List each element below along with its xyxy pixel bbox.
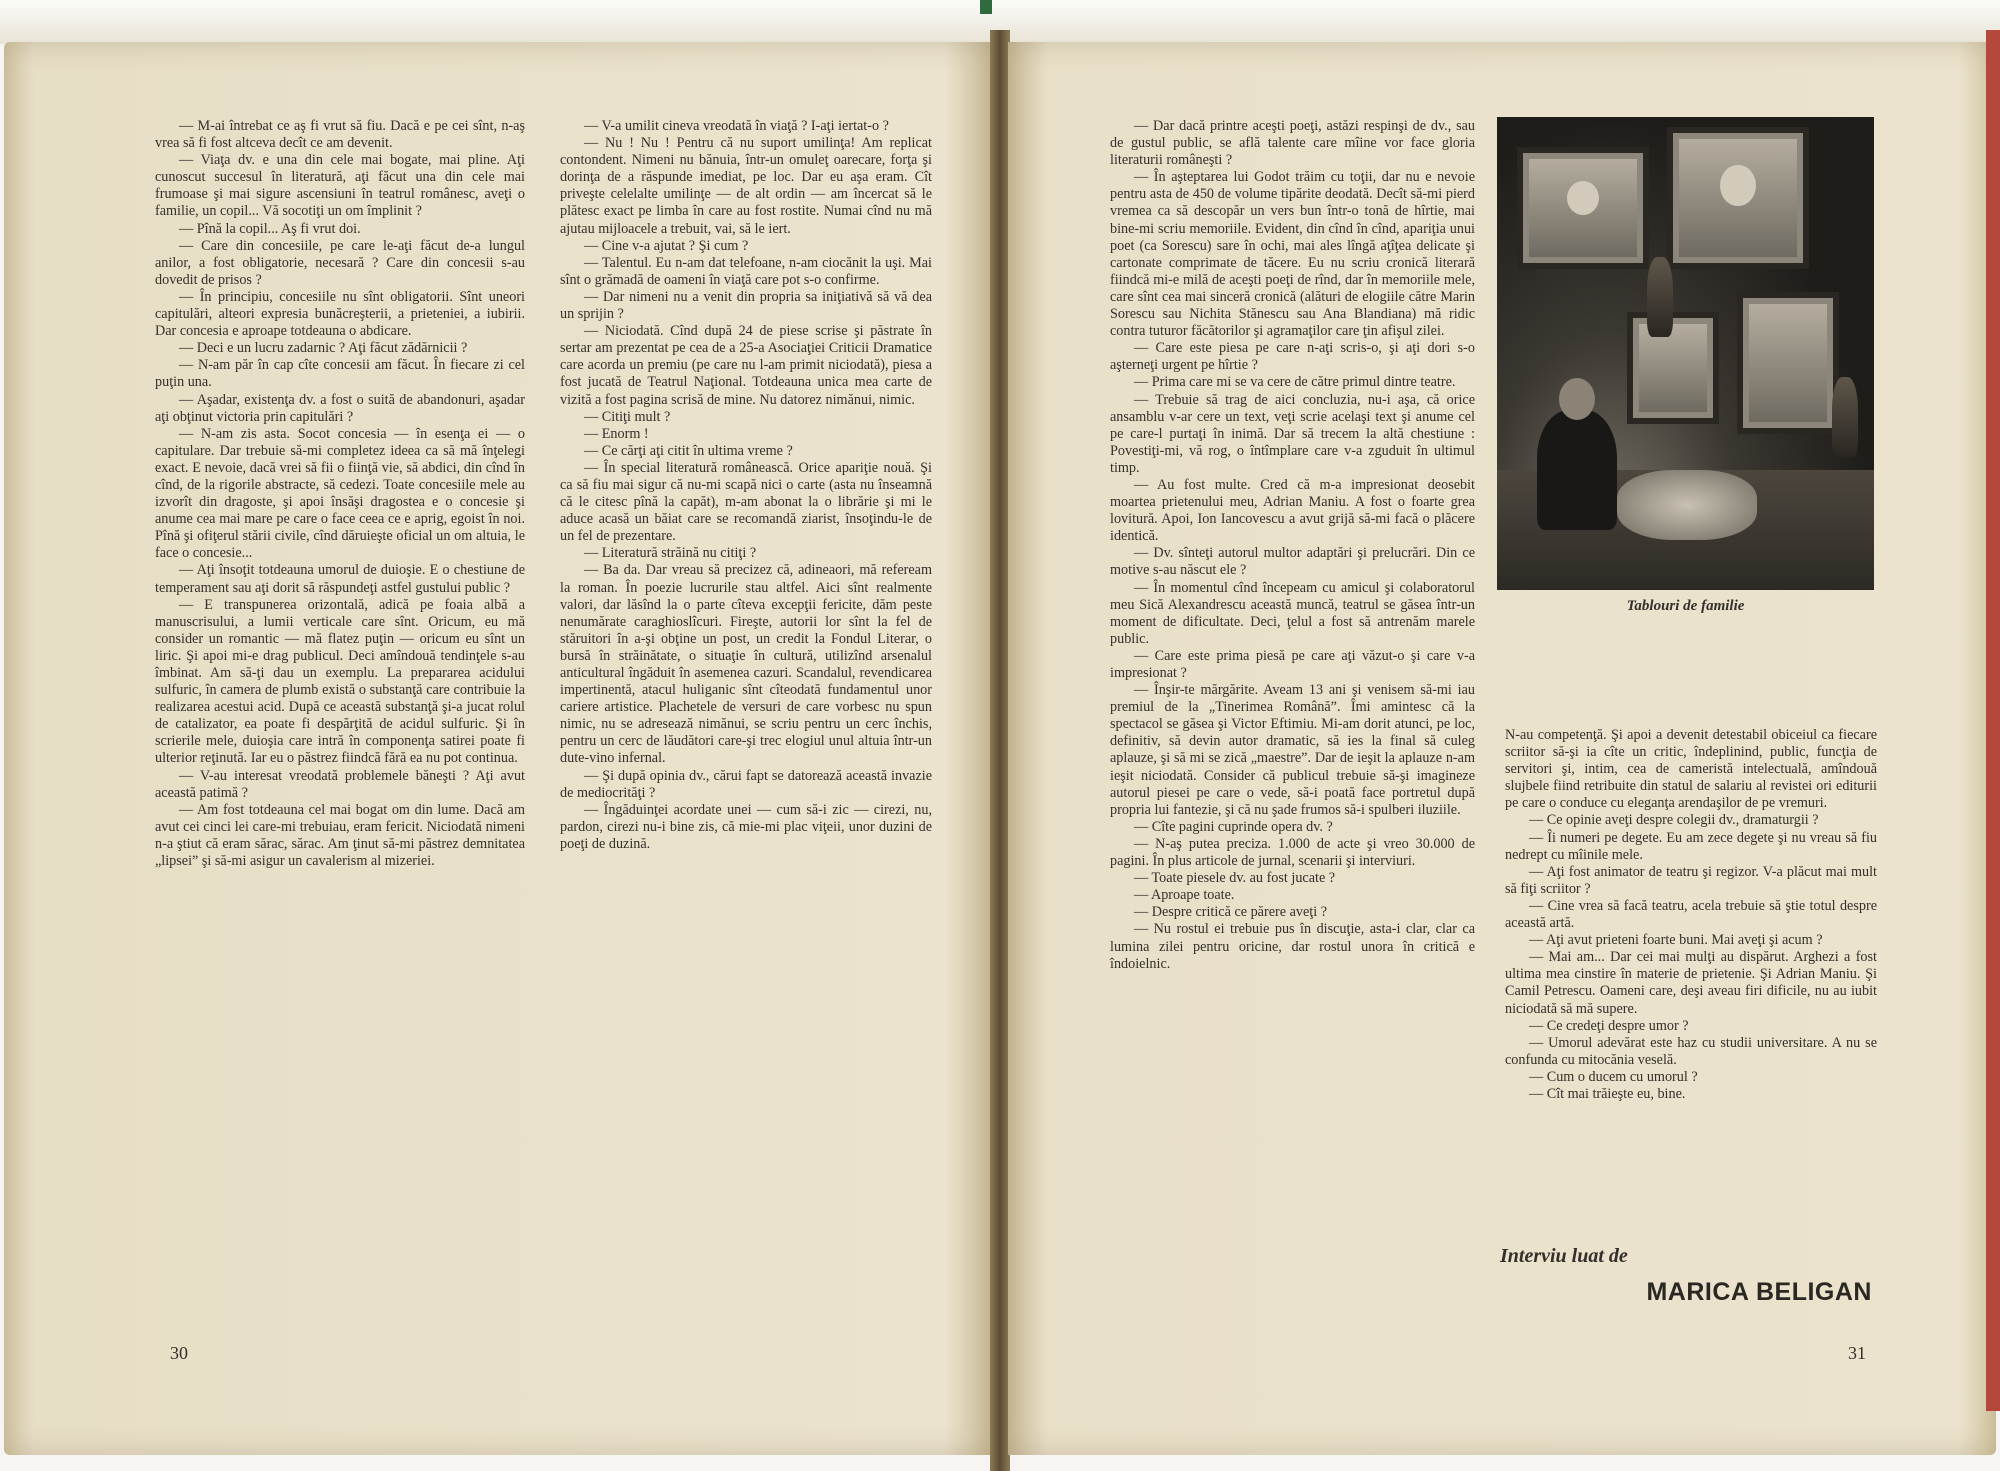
picture-frame: [1737, 292, 1839, 434]
paragraph: — Ce opinie aveţi despre colegii dv., dramaturgii ?: [1529, 812, 1819, 829]
paragraph: — Citiţi mult ?: [584, 408, 671, 425]
paragraph: N-au competenţă. Şi apoi a devenit detestabil obiceiul ca fiecare scriitor să-şi ia cîte un critic, îndeplinind, public, funcţia de servitori şi, intim, cea de cameristă intelectuală, amîndouă slujbele fiind retribuite din statul de salariu al revistei ori editurii pe care o conduce cu eleganţa arendaşilor de pe vremuri.: [1505, 727, 1877, 812]
paragraph: — Şi după opinia dv., cărui fapt se datorează această invazie de mediocrităţi ?: [560, 767, 932, 801]
interview-credit-label: Interviu luat de: [1500, 1245, 1628, 1267]
paragraph: — Trebuie să trag de aici concluzia, nu-i aşa, că orice ansamblu v-ar cere un text, veţi scrie acelaşi text şi anume cel pe care-l purtaţi în inimă. Dar să trecem la altă chestiune : Povestiţi-mi, vă rog, o întîmplare care v-a zguduit în ultimul timp.: [1110, 391, 1475, 476]
paragraph: — Am fost totdeauna cel mai bogat om din lume. Dacă am avut cei cinci lei care-mi trebuiau, eram fericit. Niciodată nimeni n-a ştiut că eram sărac, sărac. Am ţinut să-mi păstrez demnitatea „lipsei” şi să-mi asigur un cavalerism al mizeriei.: [155, 801, 525, 870]
wall-lamp: [1832, 377, 1858, 457]
paragraph: — Enorm !: [584, 425, 649, 442]
paragraph: — Dv. sînteţi autorul multor adaptări şi prelucrări. Din ce motive s-au născut ele ?: [1110, 545, 1475, 579]
paragraph: — Nu rostul ei trebuie pus în discuţie, asta-i clar, clar ca lumina zilei pentru oricine, dar rostul unora în critică e îndoielnic.: [1110, 921, 1475, 972]
paragraph: — În aşteptarea lui Godot trăim cu toţii, dar nu e nevoie pentru asta de 450 de volume tipărite deodată. Decît să-mi pierd vremea ca să descopăr un vers bun într-o tonă de hîrtie, mai bine-mi scriu memoriile. Evident, din cînd în cînd, apariţia unui poet (ca Sorescu) sare în ochi, mai ales lîngă aţîţea delicate şi cartonate comprimate de tăcere. Eu nu scriu cronică literară fiindcă mi-e milă de aceşti poeţi de rînd, dar în memoriile mele, care sînt cea mai sinceră cronică (alături de elogiile către Marin Sorescu sau Nichita Stănescu sau Ana Blandiana) mă ridic contra tuturor făcătorilor şi agramaţilor care ţin afişul zilei.: [1110, 169, 1475, 340]
paragraph: — E transpunerea orizontală, adică pe foaia albă a manuscrisului, a lumii verticale care sînt. Oricum, eu mă consider un romantic — mă flatez puţin — oricum eu sînt un liric. Şi apoi mi-e drag publicul. Deci amîndouă tendinţele s-au îmbinat. Am să-ţi dau un exemplu. La prepararea acidului sulfuric, în camera de plumb există o substanţă care contribuie la realizarea acestui acid. După ce această substanţă şi-a jucat rolul de catalizator, ea poate fi despărţită de acidul sulfuric. Şi în scrierile mele, duioşia care intră în componenţa satirei poate fi ulterior reţinută. Iar eu o păstrez fiindcă fără ea nu pot continua.: [155, 596, 525, 767]
paragraph: — Dar dacă printre aceşti poeţi, astăzi respinşi de dv., sau de gustul public, se află talente care mîine vor face gloria literaturii româneşti ?: [1110, 118, 1475, 169]
picture-frame: [1517, 147, 1649, 269]
paragraph: — Care este piesa pe care n-aţi scris-o, şi aţi dori s-o aşterneţi urgent pe hîrtie ?: [1110, 340, 1475, 374]
right-column-1: [1110, 118, 1475, 973]
paragraph: — Niciodată. Cînd după 24 de piese scrise şi păstrate în sertar am prezentat pe cea de a 25-a Asociaţiei Criticii Dramatice care acorda un premiu (pe care nu l-am primit niciodată), piesa a fost jucată de Teatrul Naţional. Totdeauna unica mea carte de vizită a fost pagina scrisă de mine. Nu datorez nimănui, nimic.: [560, 323, 932, 408]
left-column-1: [155, 118, 525, 870]
paragraph: — Înşir-te mărgărite. Aveam 13 ani şi venisem să-mi iau premiul de la „Tinerimea Română”. Îmi amintesc că la spectacol se găsea şi Victor Eftimiu. Mi-am dorit atunci, pe loc, definitiv, să devin autor dramatic, să ies la final să culeg aplauze, şi să mi se zică „maestre”. Dar de ieşit la aplauze n-am ieşit niciodată. Consider că publicul trebuie să-şi imagineze autorul piesei pe care o vede, să-i poată face portretul după propria lui fantezie, şi că nu şade frumos să-i spulberi iluziile.: [1110, 682, 1475, 818]
paragraph: — Pînă la copil... Aş fi vrut doi.: [179, 220, 361, 237]
person-head: [1559, 378, 1595, 420]
paragraph: — Cîte pagini cuprinde opera dv. ?: [1134, 818, 1333, 835]
paragraph: — Cine vrea să facă teatru, acela trebuie să ştie totul despre această artă.: [1505, 897, 1877, 932]
paragraph: — Îi numeri pe degete. Eu am zece degete şi nu vreau să fiu nedrept cu mîinile mele.: [1505, 829, 1877, 863]
left-column-2: [560, 118, 932, 853]
seated-person: [1537, 410, 1617, 530]
paragraph: — Dar nimeni nu a venit din propria sa iniţiativă să vă dea un sprijin ?: [560, 288, 932, 323]
paragraph: — Au fost multe. Cred că m-a impresionat deosebit moartea prietenului meu, Adrian Maniu. A fost o foarte grea lovitură. Apoi, Ion Iancovescu a avut grijă să-mi facă o plăcere identică.: [1110, 476, 1475, 545]
paragraph: — În principiu, concesiile nu sînt obligatorii. Sînt uneori capitulări, alteori expresia bunăcreşterii, a prieteniei, a iubirii. Dar concesia e aproape totdeauna o abdicare.: [155, 288, 525, 340]
photo-caption: Tablouri de familie: [1626, 598, 1745, 614]
paragraph: — În momentul cînd începeam cu amicul şi colaboratorul meu Sică Alexandrescu această muncă, teatrul se găsea într-un moment de dificultate. Deci, ţelul a fost să antrenăm marele public.: [1110, 579, 1475, 647]
paragraph: — Toate piesele dv. au fost jucate ?: [1134, 870, 1336, 887]
author-name: MARICA BELIGAN: [1646, 1278, 1872, 1306]
paragraph: — Umorul adevărat este haz cu studii universitare. A nu se confunda cu mitocănia veselă.: [1505, 1034, 1877, 1068]
paragraph: — Ce credeţi despre umor ?: [1529, 1017, 1689, 1034]
book-cover-edge: [1986, 30, 2000, 1411]
paragraph: — Viaţa dv. e una din cele mai bogate, mai pline. Aţi cunoscut succesul în literatură, aţi făcut una din cele mai frumoase şi mai sigure ascensiuni în teatrul românesc, aveţi o familie, un copil... Vă socotiţi un om împlinit ?: [155, 152, 525, 220]
book-gutter: [990, 30, 1010, 1471]
paragraph: — Îngăduinţei acordate unei — cum să-i zic — cirezi, nu, pardon, cirezi nu-i bine zis, că mie-mi plac viţeii, unor duzini de poeţi de duzină.: [560, 801, 932, 852]
paragraph: — Cum o ducem cu umorul ?: [1529, 1068, 1698, 1085]
page-number: 31: [1848, 1343, 1866, 1363]
paragraph: — Ba da. Dar vreau să precizez că, adineaori, mă refeream la roman. În poezie lucrurile stau altfel. Aici sînt realmente valori, dar lăsînd la o parte cîteva excepţii fericite, dăm peste nenumărate caraghioslîcuri. Fireşte, autorii lor sînt la fel de stăruitori în a-şi obţine un post, un credit la Fondul Literar, o bursă în străinătate, o situaţie în cultură, utilizînd arsenalul anticultural îngăduit în asemenea cazuri. Scandalul, revendicarea impertinentă, atacul huliganic sînt cîteodată fundamentul unor cariere artistice. Plachetele de versuri de care vorbesc nu spun nimic, nu se adresează nimănui, se scriu pentru un cerc închis, pentru un cerc de lăudători care-şi trec elogiul unul altuia într-un dute-vino infernal.: [560, 562, 932, 767]
picture-frame: [1627, 312, 1719, 424]
paragraph: — Cît mai trăieşte eu, bine.: [1529, 1085, 1686, 1102]
paragraph: — M-ai întrebat ce aş fi vrut să fiu. Dacă e pe cei sînt, n-aş vrea să fi fost altceva decît ce am devenit.: [155, 118, 525, 152]
paragraph: — Care este prima piesă pe care aţi văzut-o şi care v-a impresionat ?: [1110, 647, 1475, 681]
paragraph: — Talentul. Eu n-am dat telefoane, n-am ciocănit la uşi. Mai sînt o grămadă de oameni în viaţă care pot s-o confirme.: [560, 254, 932, 288]
paragraph: — În special literatură românească. Orice apariţie nouă. Şi ca să fiu mai sigur că nu-mi scapă nici o carte (asta nu înseamnă că le citesc pînă la capăt), m-am abonat la o librărie şi mi le aduce acasă un băiat care se recomandă ziarist, însoţindu-le de un fel de prezentare.: [560, 459, 932, 545]
wall-lamp: [1647, 257, 1673, 337]
page-number: 30: [170, 1343, 188, 1363]
paragraph: — Deci e un lucru zadarnic ? Aţi făcut zădărnicii ?: [179, 340, 468, 357]
picture-frame: [1667, 127, 1809, 269]
paragraph: — N-aş putea preciza. 1.000 de acte şi vreo 30.000 de pagini. În plus articole de jurnal, scenarii şi interviuri.: [1110, 835, 1475, 870]
paragraph: — N-am păr în cap cîte concesii am făcut. În fiecare zi cel puţin una.: [155, 357, 525, 391]
paragraph: — Aţi avut prieteni foarte buni. Mai aveţi şi acum ?: [1529, 932, 1823, 949]
right-column-2: [1505, 727, 1877, 1103]
paragraph: — V-au interesat vreodată problemele băneşti ? Aţi avut această patimă ?: [155, 767, 525, 801]
paragraph: — Nu ! Nu ! Pentru că nu suport umilinţa! Am replicat contondent. Nimeni nu bănuia, într-un omuleţ oarecare, forţa şi dorinţa de a răspunde imediat, pe loc. Dar eu aşa eram. Cît priveşte celelalte umilinţe — de alt ordin — am încercat să le plătesc exact pe limba în care au fost rostite. Numai cînd nu mă ajutau mijloacele a trebuit, vai, să le iert.: [560, 135, 932, 237]
paragraph: — Mai am... Dar cei mai mulţi au dispărut. Arghezi a fost ultima mea cinstire în materie de prietenie. Şi Adrian Maniu. Şi Camil Petrescu. Oameni care, deşi aveau firi dificile, nu au iubit niciodată să mă supere.: [1505, 949, 1877, 1017]
paragraph: — V-a umilit cineva vreodată în viaţă ? I-aţi iertat-o ?: [584, 118, 889, 134]
bookmark-ribbon: [980, 0, 992, 14]
paragraph: — Aşadar, existenţa dv. a fost o suită de abandonuri, aşadar aţi obţinut victoria prin capitulări ?: [155, 391, 525, 425]
paragraph: — Literatură străină nu citiţi ?: [584, 545, 757, 562]
paragraph: — Aţi fost animator de teatru şi regizor. V-a plăcut mai mult să fiţi scriitor ?: [1505, 863, 1877, 897]
paragraph: — Despre critică ce părere aveţi ?: [1134, 904, 1327, 921]
paragraph: — N-am zis asta. Socot concesia — în esenţa ei — o capitulare. Dar trebuie să-mi completez ideea ca să mă înţelegi exact. E nevoie, dacă vrei să fii o fiinţă vie, să abdici, din cînd în cînd, de la rigorile abstracte, să cedezi. Toate concesiile mele au izvorît din dragoste, şi apoi însăşi dragostea e o concesie şi anume cea mai mare pe care o face ceea ce e aprig, egoist în noi. Pînă şi ofiţerul stării civile, cînd dăruieşte oficial un om altuia, le face o concesie...: [155, 425, 525, 562]
family-portraits-photo: [1497, 117, 1874, 590]
paragraph: — Care din concesiile, pe care le-aţi făcut de-a lungul anilor, a fost obligatorie, necesară ? Care din concesii s-au dovedit de prisos ?: [155, 237, 525, 288]
paragraph: — Prima care mi se va cere de către primul dintre teatre.: [1134, 374, 1456, 391]
cushion: [1617, 470, 1757, 540]
paragraph: — Cine v-a ajutat ? Şi cum ?: [584, 237, 749, 254]
paragraph: — Aţi însoţit totdeauna umorul de duioşie. E o chestiune de temperament sau aţi dorit să răspundeţi astfel gustului public ?: [155, 562, 525, 596]
paragraph: — Ce cărţi aţi citit în ultima vreme ?: [584, 442, 793, 459]
paragraph: — Aproape toate.: [1134, 887, 1235, 904]
